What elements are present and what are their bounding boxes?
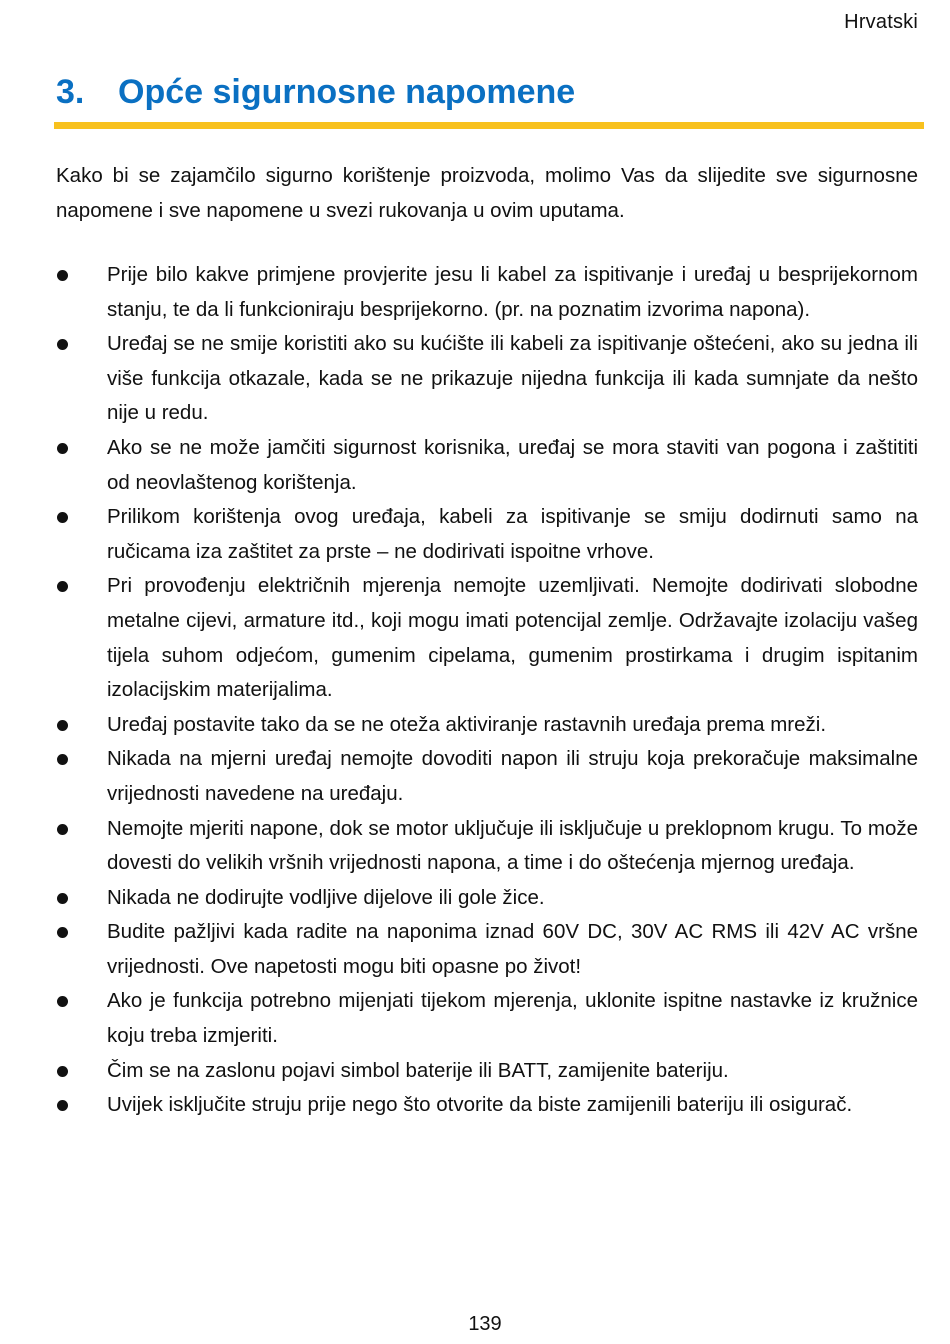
- bullet-icon: [57, 824, 68, 835]
- bullet-icon: [57, 1100, 68, 1111]
- bullet-icon: [57, 1066, 68, 1077]
- section-heading: [56, 70, 575, 114]
- intro-paragraph: Kako bi se zajamčilo sigurno korištenje proizvoda, molimo Vas da slijedite sve sigurnosne napomene i sve napomene u svezi rukovanja u ovim uputama.: [56, 164, 918, 222]
- list-item-text: Nemojte mjeriti napone, dok se motor uključuje ili isključuje u preklopnom krugu. To može dovesti do velikih vršnih vrijednosti napona, a time i do oštećenja mjernog uređaja.: [107, 816, 918, 875]
- list-item-text: Prije bilo kakve primjene provjerite jesu li kabel za ispitivanje i uređaj u besprijekornom stanju, te da li funkcioniraju besprijekorno. (pr. na poznatim izvorima napona).: [107, 263, 918, 321]
- bullet-icon: [57, 339, 68, 350]
- list-item-text: Ako se ne može jamčiti sigurnost korisnika, uređaj se mora staviti van pogona i zaštititi od neovlaštenog korištenja.: [107, 435, 918, 494]
- list-item: [56, 708, 918, 743]
- bullet-icon: [57, 996, 68, 1007]
- list-item: [56, 984, 918, 1053]
- list-item-text: Nikada na mjerni uređaj nemojte dovoditi napon ili struju koja prekoračuje maksimalne vrijednosti navedene na uređaju.: [107, 747, 918, 805]
- bullet-icon: [57, 754, 68, 765]
- bullet-icon: [57, 581, 68, 592]
- safety-list: [56, 258, 918, 1123]
- list-item-text: Čim se na zaslonu pojavi simbol baterije ili BATT, zamijenite bateriju.: [107, 1058, 729, 1082]
- header-language: Hrvatski: [844, 11, 918, 33]
- list-item-text: Ako je funkcija potrebno mijenjati tijekom mjerenja, uklonite ispitne nastavke iz kružnice koju treba izmjeriti.: [107, 989, 918, 1048]
- list-item: [56, 1088, 918, 1123]
- list-item-text: Nikada ne dodirujte vodljive dijelove ili gole žice.: [107, 885, 545, 909]
- bullet-icon: [57, 927, 68, 938]
- bullet-icon: [57, 443, 68, 454]
- bullet-icon: [57, 270, 68, 281]
- list-item-text: Pri provođenju električnih mjerenja nemojte uzemljivati. Nemojte dodirivati slobodne metalne cijevi, armature itd., koji mogu imati potencijal zemlje. Održavajte izolaciju vašeg tijela suhom odjećom, gumenim cipelama, gumenim prostirkama i drugim ispitanim izolacijskim materijalima.: [107, 574, 918, 702]
- bullet-icon: [57, 512, 68, 523]
- list-item-text: Uređaj postavite tako da se ne oteža aktiviranje rastavnih uređaja prema mreži.: [107, 712, 827, 736]
- list-item-text: Prilikom korištenja ovog uređaja, kabeli za ispitivanje se smiju dodirnuti samo na ručicama iza zaštitet za prste – ne dodirivati ispoitne vrhove.: [107, 505, 918, 563]
- section-title: Opće sigurnosne napomene: [118, 73, 576, 111]
- list-item: [56, 742, 918, 811]
- list-item-text: Uređaj se ne smije koristiti ako su kućište ili kabeli za ispitivanje oštećeni, ako su jedna ili više funkcija otkazale, kada se ne prikazuje nijedna funkcija ili kada sumnjate da nešto nije u redu.: [107, 332, 918, 425]
- list-item-text: Uvijek isključite struju prije nego što otvorite da biste zamijenili bateriju ili osigurač.: [107, 1093, 853, 1117]
- list-item: [56, 500, 918, 569]
- list-item: [56, 431, 918, 500]
- list-item: [56, 881, 918, 916]
- heading-underline: [54, 122, 924, 129]
- list-item-text: Budite pažljivi kada radite na naponima iznad 60V DC, 30V AC RMS ili 42V AC vršne vrijednosti. Ove napetosti mogu biti opasne po život!: [107, 920, 918, 978]
- list-item: [56, 327, 918, 431]
- list-item: [56, 258, 918, 327]
- bullet-icon: [57, 893, 68, 904]
- list-item: [56, 1054, 918, 1089]
- list-item: [56, 812, 918, 881]
- list-item: [56, 915, 918, 984]
- list-item: [56, 569, 918, 707]
- bullet-icon: [57, 720, 68, 731]
- page-number: 139: [468, 1313, 502, 1335]
- section-number: 3.: [56, 73, 85, 111]
